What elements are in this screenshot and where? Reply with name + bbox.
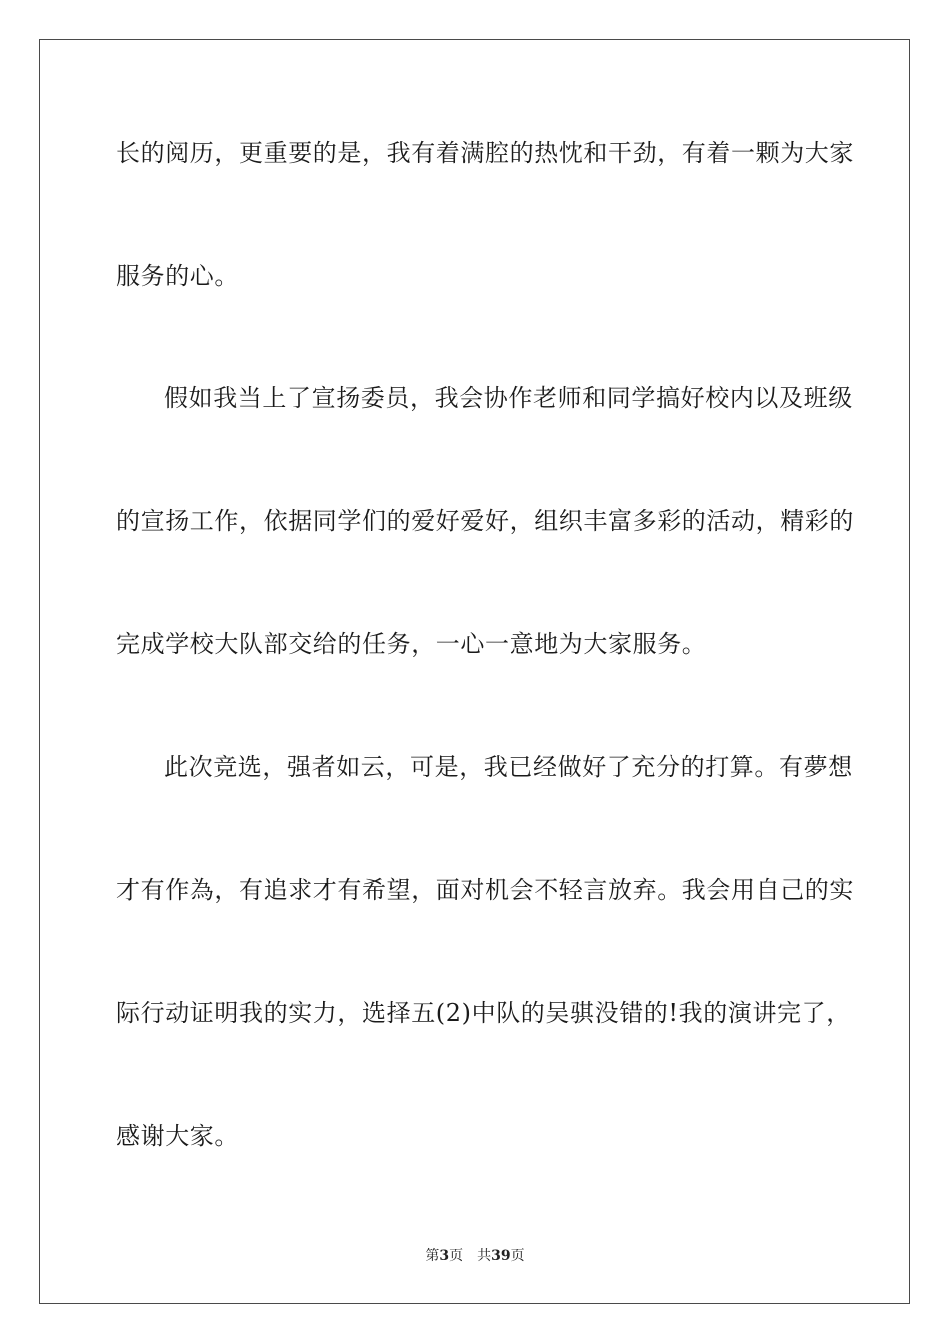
text-line: 才有作為，有追求才有希望，面对机会不轻言放弃。我会用自己的实 [116,876,854,904]
page-suffix: 页 [449,1248,464,1264]
text-line: 此次竞选，强者如云，可是，我已经做好了充分的打算。有夢想 [164,753,853,781]
text-line: 假如我当上了宣扬委员，我会协作老师和同学搞好校内以及班级 [164,384,853,412]
page-number: 3 [439,1248,450,1264]
text-line: 服务的心。 [116,262,239,290]
page-footer [0,1247,950,1265]
page-prefix: 第 [425,1248,440,1264]
text-line: 感谢大家。 [116,1122,239,1150]
total-prefix: 共 [477,1248,492,1264]
text-line: 长的阅历，更重要的是，我有着满腔的热忱和干劲，有着一颗为大家 [116,139,854,167]
total-pages: 39 [491,1248,511,1264]
text-line: 的宣扬工作，依据同学们的爱好爱好，组织丰富多彩的活动，精彩的 [116,507,854,535]
text-line: 完成学校大队部交给的任务，一心一意地为大家服务。 [116,630,707,658]
text-line: 际行动证明我的实力，选择五(2)中队的吴骐没错的!我的演讲完了， [116,999,851,1027]
page-frame [39,39,910,1304]
total-suffix: 页 [510,1248,525,1264]
